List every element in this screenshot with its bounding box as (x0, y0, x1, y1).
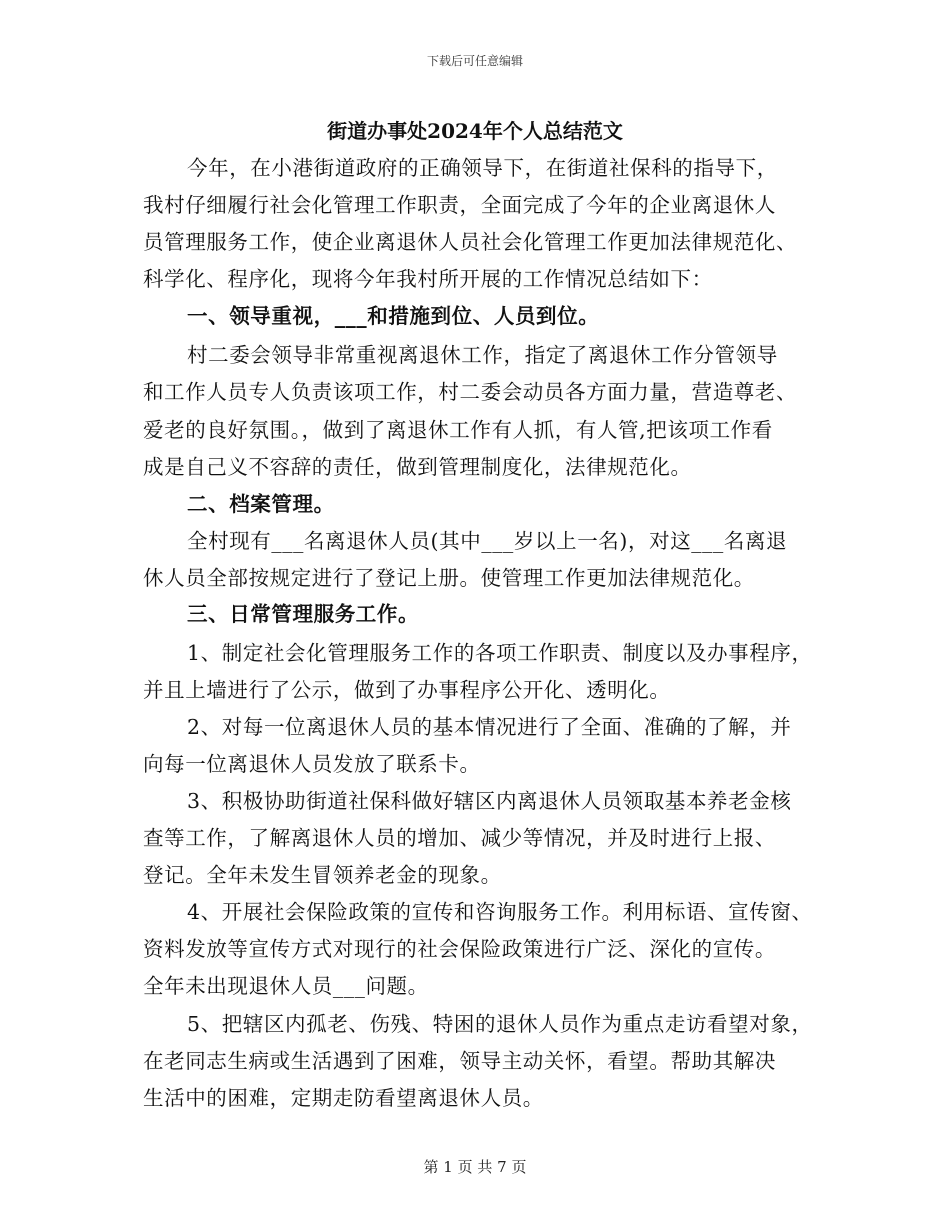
body-line: 向每一位离退休人员发放了联系卡。 (143, 752, 481, 776)
body-line: 休人员全部按规定进行了登记上册。使管理工作更加法律规范化。 (143, 566, 755, 590)
body-line: 爱老的良好氛围。，做到了离退休工作有人抓，有人管,把该项工作看 (143, 418, 773, 442)
body-line: 村二委会领导非常重视离退休工作，指定了离退休工作分管领导 (187, 343, 778, 367)
section-heading: 一、领导重视，___和措施到位、人员到位。 (187, 304, 600, 328)
body-line: 查等工作，了解离退休人员的增加、减少等情况，并及时进行上报、 (143, 826, 776, 850)
document-title: 街道办事处2024年个人总结范文 (327, 119, 623, 143)
body-line: 登记。全年未发生冒领养老金的现象。 (143, 863, 502, 887)
body-line: 我村仔细履行社会化管理工作职责，全面完成了今年的企业离退休人 (143, 193, 776, 217)
body-line: 全年未出现退休人员___问题。 (143, 974, 429, 998)
page-number: 第 1 页 共 7 页 (423, 1158, 527, 1176)
header-note: 下载后可任意编辑 (426, 54, 523, 68)
body-line: 5、把辖区内孤老、伤残、特困的退休人员作为重点走访看望对象， (187, 1012, 813, 1036)
body-line: 和工作人员专人负责该项工作，村二委会动员各方面力量，营造尊老、 (143, 380, 798, 404)
body-line: 成是自己义不容辞的责任，做到管理制度化，法律规范化。 (143, 455, 692, 479)
body-line: 全村现有___名离退休人员(其中___岁以上一名)，对这___名离退 (187, 529, 788, 553)
body-line: 员管理服务工作，使企业离退休人员社会化管理工作更加法律规范化、 (143, 230, 798, 254)
body-line: 1、制定社会化管理服务工作的各项工作职责、制度以及办事程序， (187, 641, 813, 665)
body-line: 4、开展社会保险政策的宣传和咨询服务工作。利用标语、宣传窗、 (187, 900, 813, 924)
body-line: 生活中的困难，定期走防看望离退休人员。 (143, 1086, 544, 1110)
body-line: 资料发放等宣传方式对现行的社会保险政策进行广泛、深化的宣传。 (143, 937, 776, 961)
body-line: 2、对每一位离退休人员的基本情况进行了全面、准确的了解，并 (187, 715, 792, 739)
body-line: 3、积极协助街道社保科做好辖区内离退休人员领取基本养老金核 (187, 789, 792, 813)
body-line: 科学化、程序化，现将今年我村所开展的工作情况总结如下： (143, 267, 713, 291)
section-heading: 三、日常管理服务工作。 (187, 602, 420, 626)
body-line: 并且上墙进行了公示，做到了办事程序公开化、透明化。 (143, 678, 671, 702)
body-line: 今年，在小港街道政府的正确领导下，在街道社保科的指导下， (187, 156, 778, 180)
body-line: 在老同志生病或生活遇到了困难，领导主动关怀，看望。帮助其解决 (143, 1049, 776, 1073)
section-heading: 二、档案管理。 (187, 492, 335, 516)
